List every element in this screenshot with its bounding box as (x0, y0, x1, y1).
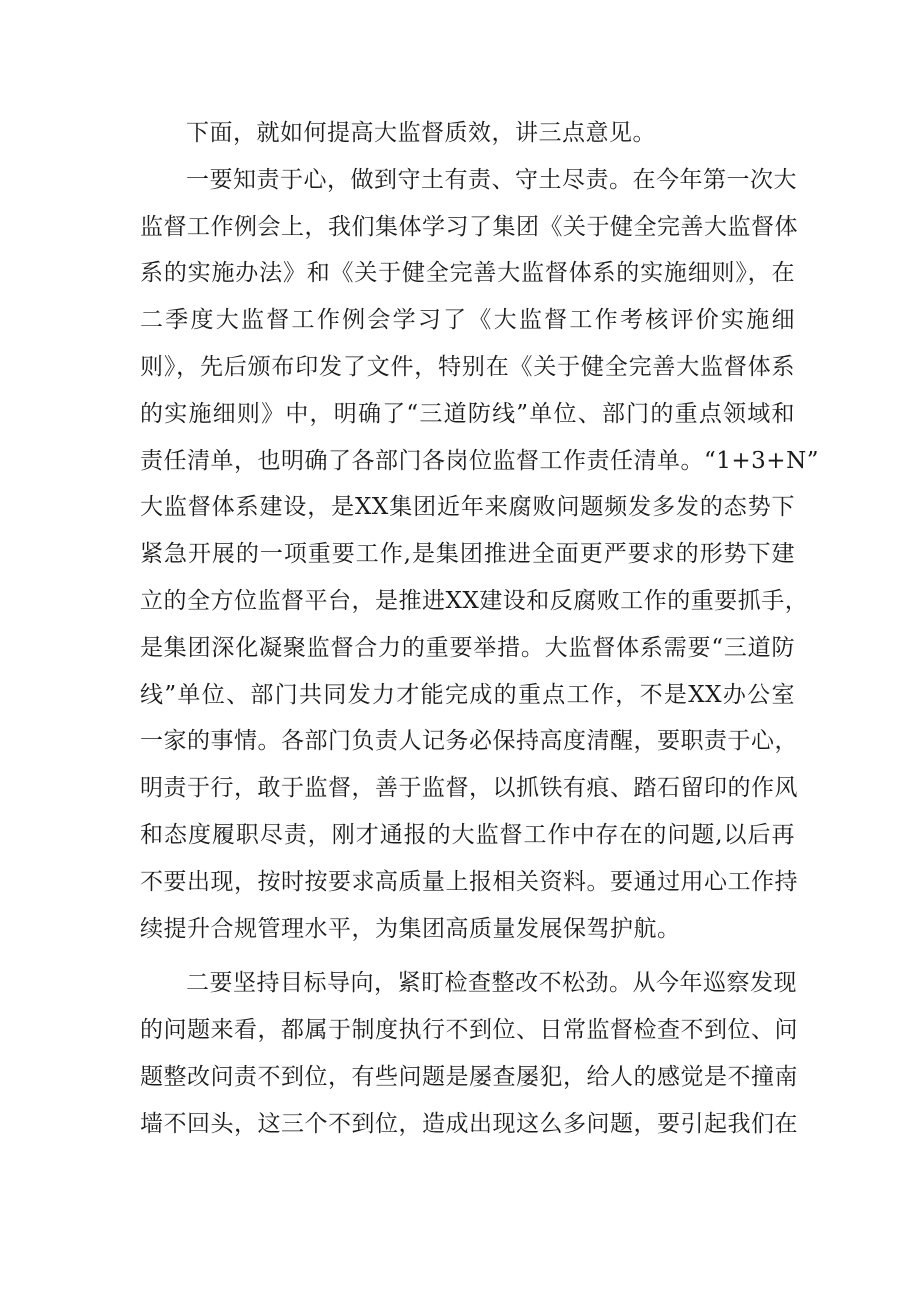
paragraph-line: 墙不回头，这三个不到位，造成出现这么多问题，要引起我们在 (140, 1110, 798, 1137)
paragraph-line: 责任清单，也明确了各部门各岗位监督工作责任清单。“1+3+N” (140, 447, 819, 474)
paragraph-intro (140, 110, 795, 157)
paragraph-line: 的问题来看，都属于制度执行不到位、日常监督检查不到位、问 (140, 1017, 798, 1044)
paragraph-line: 不要出现，按时按要求高质量上报相关资料。要通过用心工作持 (140, 868, 798, 895)
paragraph-line: 大监督体系建设，是XX集团近年来腐败问题频发多发的态势下 (140, 494, 795, 521)
paragraph-line: 下面，就如何提高大监督质效，讲三点意见。 (186, 120, 656, 146)
paragraph-line: 一家的事情。各部门负责人记务必保持高度清醒，要职责于心， (140, 728, 798, 755)
paragraph-line: 二季度大监督工作例会学习了《大监督工作考核评价实施细 (140, 307, 795, 334)
document-body (140, 110, 819, 1148)
paragraph-line: 则》，先后颁布印发了文件，特别在《关于健全完善大监督体系 (140, 353, 795, 380)
paragraph-line: 的实施细则》中，明确了“三道防线”单位、部门的重点领域和 (140, 400, 795, 427)
paragraph-first-point (140, 157, 819, 953)
paragraph-line: 题整改问责不到位，有些问题是屡查屡犯，给人的感觉是不撞南 (140, 1063, 798, 1090)
paragraph-spacer (140, 952, 795, 960)
paragraph-line: 紧急开展的一项重要工作,是集团推进全面更严要求的形势下建 (140, 541, 795, 568)
paragraph-line: 立的全方位监督平台，是推进XX建设和反腐败工作的重要抓手， (140, 587, 809, 614)
paragraph-line: 监督工作例会上，我们集体学习了集团《关于健全完善大监督体 (140, 213, 798, 240)
paragraph-line: 线”单位、部门共同发力才能完成的重点工作，不是XX办公室 (140, 681, 795, 708)
paragraph-line: 明责于行，敢于监督，善于监督，以抓铁有痕、踏石留印的作风 (140, 775, 798, 802)
paragraph-line: 二要坚持目标导向，紧盯检查整改不松劲。从今年巡察发现 (186, 970, 797, 997)
paragraph-second-point (140, 960, 798, 1147)
paragraph-line: 和态度履职尽责，刚才通报的大监督工作中存在的问题,以后再 (140, 821, 795, 848)
paragraph-line: 是集团深化凝聚监督合力的重要举措。大监督体系需要“三道防 (140, 634, 795, 661)
paragraph-line: 一要知责于心，做到守土有责、守土尽责。在今年第一次大 (186, 166, 797, 193)
paragraph-line: 系的实施办法》和《关于健全完善大监督体系的实施细则》，在 (140, 260, 795, 287)
paragraph-line: 续提升合规管理水平，为集团高质量发展保驾护航。 (140, 915, 681, 942)
